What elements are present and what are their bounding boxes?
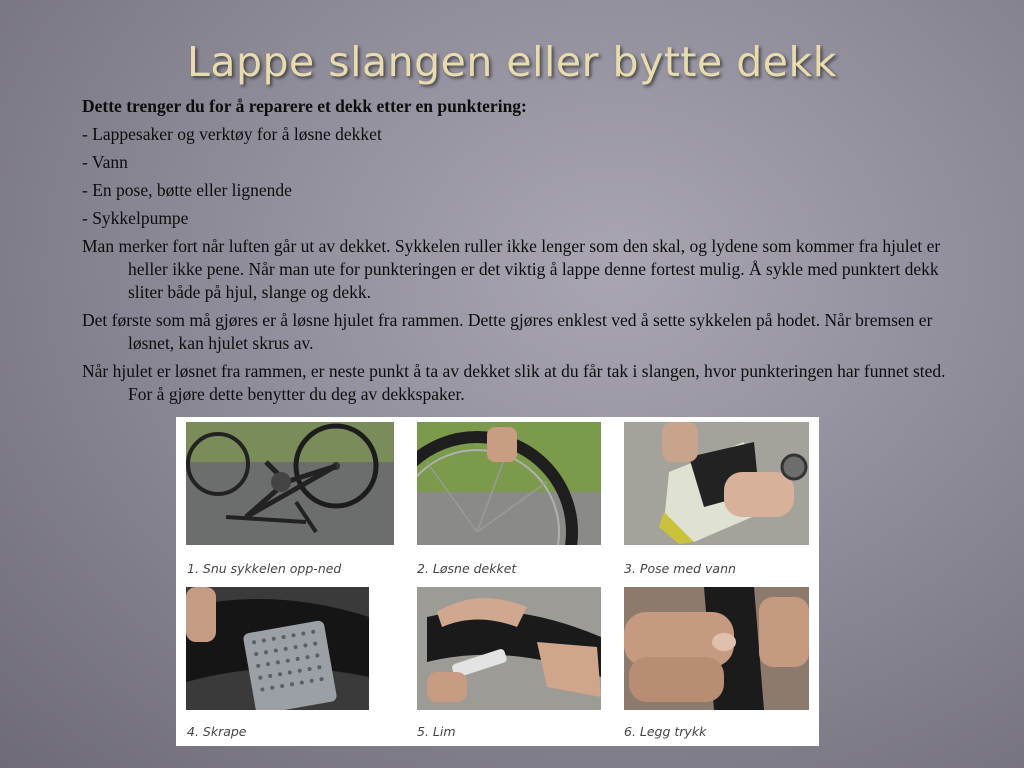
step-2-photo: [417, 422, 601, 545]
requirements-heading: Dette trenger du for å reparere et dekk etter en punktering:: [82, 96, 527, 116]
requirement-item: - Sykkelpumpe: [82, 208, 189, 228]
slide-title: Lappe slangen eller bytte dekk: [187, 38, 837, 86]
requirement-item: - Vann: [82, 152, 128, 172]
step-1-caption: 1. Snu sykkelen opp-ned: [187, 561, 342, 576]
step-4-photo: [186, 587, 369, 710]
step-3-photo: [624, 422, 809, 545]
step-6-caption: 6. Legg trykk: [624, 724, 707, 739]
step-3-caption: 3. Pose med vann: [624, 561, 736, 576]
body-paragraph: Når hjulet er løsnet fra rammen, er neste punkt å ta av dekket slik at du får tak i slangen, hvor punkteringen har funnet sted. For å gjøre dette benytter du deg av dekkspaker.: [82, 361, 946, 404]
body-paragraph: Man merker fort når luften går ut av dekket. Sykkelen ruller ikke lenger som den skal, og lydene som kommer fra hjulet er heller ikke pene. Når man ute for punkteringen er det viktig å lappe denne fortest mulig. Å sykle med punktert dekk sliter både på hjul, slange og dekk.: [82, 236, 941, 302]
slide-body: [82, 95, 962, 411]
step-5-caption: 5. Lim: [417, 724, 456, 739]
requirement-item: - Lappesaker og verktøy for å løsne dekket: [82, 124, 382, 144]
step-5-photo: [417, 587, 601, 710]
step-2-caption: 2. Løsne dekket: [417, 561, 517, 576]
repair-steps-image: [176, 417, 819, 746]
requirement-item: - En pose, bøtte eller lignende: [82, 180, 292, 200]
step-1-photo: [186, 422, 394, 545]
step-4-caption: 4. Skrape: [187, 724, 247, 739]
step-6-photo: [624, 587, 809, 710]
body-paragraph: Det første som må gjøres er å løsne hjulet fra rammen. Dette gjøres enklest ved å sette sykkelen på hodet. Når bremsen er løsnet, kan hjulet skrus av.: [82, 310, 933, 353]
